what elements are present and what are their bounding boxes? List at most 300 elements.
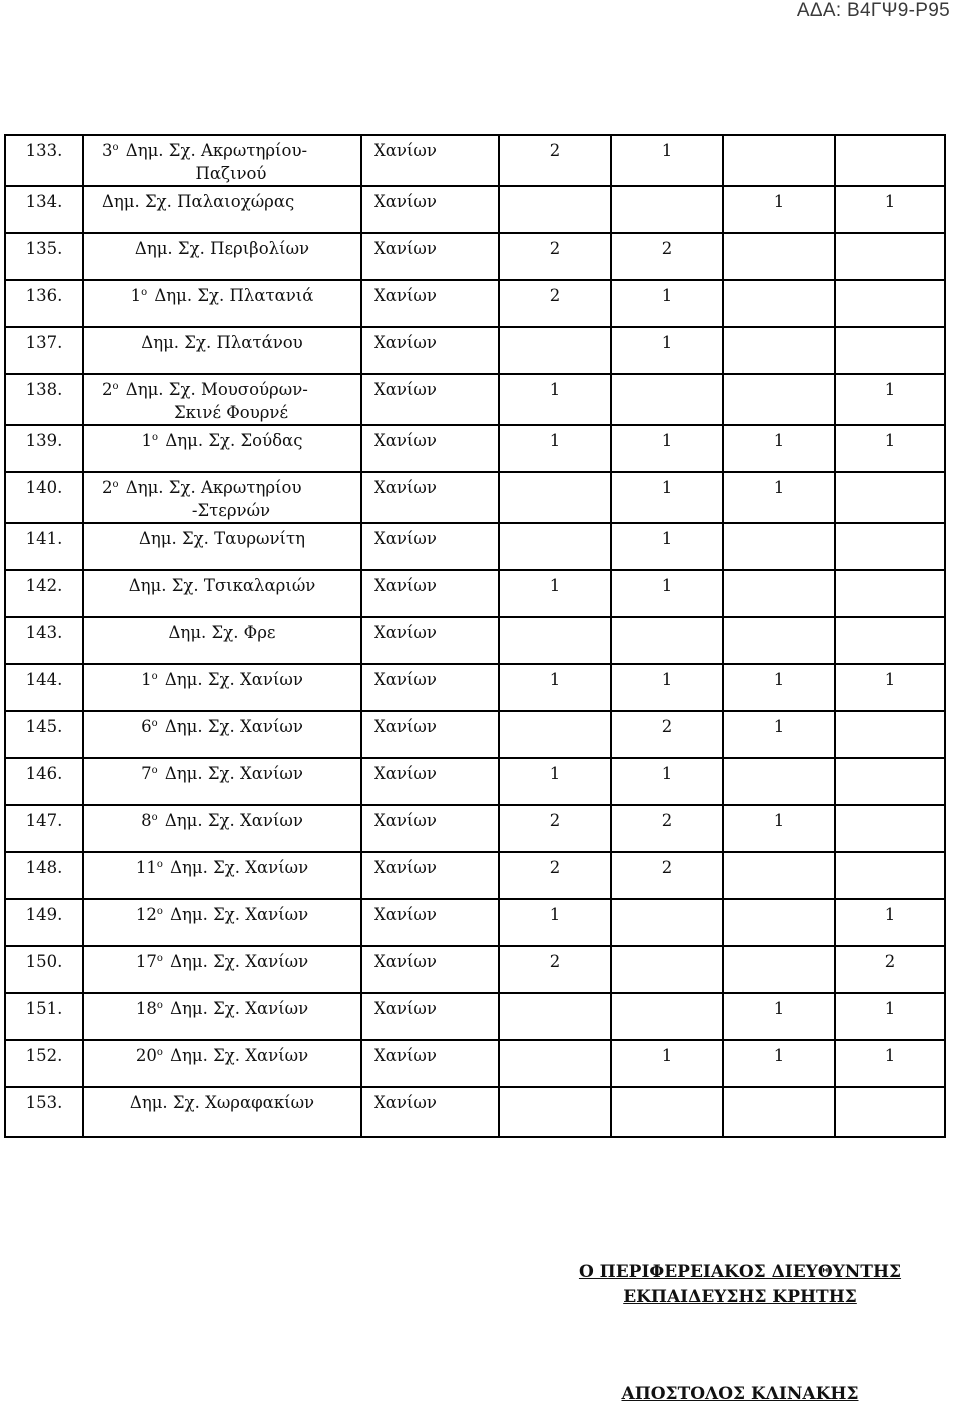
table-row: [5, 233, 945, 280]
ordinal-number: 17: [135, 952, 157, 971]
cell-value-4: [835, 186, 945, 233]
cell-school-name: [83, 472, 361, 523]
school-name: Δημ. Σχ. Ακρωτηρίου-: [125, 141, 308, 160]
cell-school-name: [83, 758, 361, 805]
table-row: [5, 711, 945, 758]
cell-value-4: [835, 472, 945, 523]
cell-value-3: [723, 852, 835, 899]
cell-value-4: [835, 570, 945, 617]
cell-location: [361, 280, 499, 327]
cell-value-1: [499, 805, 611, 852]
cell-school-name: [83, 852, 361, 899]
location: Χανίων: [374, 333, 437, 352]
cell-number: [5, 711, 83, 758]
school-name: Δημ. Σχ. Χανίων: [170, 952, 309, 971]
school-name: Δημ. Σχ. Χανίων: [164, 764, 303, 783]
cell-value-2: [611, 664, 723, 711]
location: Χανίων: [374, 811, 437, 830]
cell-value-2: [611, 1040, 723, 1087]
table-row: [5, 617, 945, 664]
value: 2: [661, 858, 673, 877]
location: Χανίων: [374, 1046, 437, 1065]
value: 1: [549, 764, 561, 783]
cell-location: [361, 946, 499, 993]
cell-number: [5, 664, 83, 711]
schools-table-body: [5, 135, 945, 1137]
location: Χανίων: [374, 905, 437, 924]
cell-location: [361, 1087, 499, 1137]
cell-value-2: [611, 1087, 723, 1137]
cell-school-name: [83, 1087, 361, 1137]
ordinal-number: 8: [141, 811, 152, 830]
value: 1: [549, 670, 561, 689]
location: Χανίων: [374, 623, 437, 642]
cell-value-4: [835, 425, 945, 472]
value: 2: [549, 952, 561, 971]
cell-school-name: [83, 1040, 361, 1087]
value: 1: [661, 478, 673, 497]
cell-value-4: [835, 993, 945, 1040]
value: 1: [773, 999, 785, 1018]
value: 1: [773, 431, 785, 450]
cell-school-name: [83, 946, 361, 993]
cell-school-name: [83, 711, 361, 758]
cell-value-1: [499, 374, 611, 425]
cell-value-4: [835, 233, 945, 280]
cell-value-1: [499, 570, 611, 617]
cell-number: [5, 233, 83, 280]
value: 2: [549, 286, 561, 305]
cell-location: [361, 135, 499, 186]
value: 2: [661, 717, 673, 736]
ada-code: ΑΔΑ: Β4ΓΨ9-Ρ95: [796, 0, 950, 21]
row-number: 140.: [25, 478, 63, 497]
cell-value-4: [835, 374, 945, 425]
cell-value-3: [723, 993, 835, 1040]
cell-value-1: [499, 327, 611, 374]
row-number: 147.: [25, 811, 63, 830]
location: Χανίων: [374, 717, 437, 736]
cell-value-3: [723, 425, 835, 472]
location: Χανίων: [374, 141, 437, 160]
cell-school-name: [83, 570, 361, 617]
value: 1: [661, 286, 673, 305]
ordinal-suffix: ο: [156, 906, 163, 917]
location: Χανίων: [374, 478, 437, 497]
school-name: Δημ. Σχ. Χανίων: [170, 1046, 309, 1065]
cell-number: [5, 570, 83, 617]
school-name: Δημ. Σχ. Φρε: [168, 623, 276, 642]
row-number: 137.: [25, 333, 63, 352]
school-name: Δημ. Σχ. Χανίων: [164, 717, 303, 736]
cell-value-3: [723, 135, 835, 186]
cell-value-2: [611, 523, 723, 570]
value: 1: [661, 576, 673, 595]
value: 2: [549, 239, 561, 258]
cell-value-2: [611, 327, 723, 374]
row-number: 139.: [25, 431, 63, 450]
table-row: [5, 327, 945, 374]
cell-value-3: [723, 472, 835, 523]
cell-value-1: [499, 946, 611, 993]
school-name: Δημ. Σχ. Χανίων: [170, 858, 309, 877]
school-name: Δημ. Σχ. Περιβολίων: [134, 239, 310, 258]
table-row: [5, 374, 945, 425]
cell-location: [361, 993, 499, 1040]
value: 1: [549, 380, 561, 399]
cell-location: [361, 899, 499, 946]
cell-number: [5, 135, 83, 186]
ordinal-number: 1: [130, 286, 142, 305]
ordinal-number: 20: [135, 1046, 157, 1065]
cell-value-1: [499, 523, 611, 570]
cell-number: [5, 523, 83, 570]
value: 1: [773, 811, 785, 830]
value: 2: [549, 858, 561, 877]
cell-value-2: [611, 805, 723, 852]
cell-number: [5, 1040, 83, 1087]
cell-value-4: [835, 135, 945, 186]
cell-value-1: [499, 758, 611, 805]
cell-value-3: [723, 523, 835, 570]
ordinal-number: 11: [135, 858, 157, 877]
table-row: [5, 280, 945, 327]
ordinal-suffix: ο: [112, 479, 119, 490]
value: 1: [884, 905, 896, 924]
school-name: Δημ. Σχ. Τσικαλαριών: [128, 576, 316, 595]
signature-title-line1: Ο ΠΕΡΙΦΕΡΕΙΑΚΟΣ ΔΙΕΥΘΥΝΤΗΣ: [578, 1262, 902, 1282]
school-name-continued: Σκινέ Φουρνέ: [173, 403, 289, 422]
cell-value-3: [723, 664, 835, 711]
value: 1: [884, 1046, 896, 1065]
cell-location: [361, 852, 499, 899]
table-row: [5, 135, 945, 186]
row-number: 142.: [25, 576, 63, 595]
location: Χανίων: [374, 999, 437, 1018]
cell-value-1: [499, 617, 611, 664]
ordinal-number: 12: [135, 905, 157, 924]
cell-location: [361, 472, 499, 523]
schools-table: [4, 134, 946, 1138]
cell-school-name: [83, 523, 361, 570]
cell-value-1: [499, 1087, 611, 1137]
row-number: 150.: [25, 952, 63, 971]
cell-value-3: [723, 617, 835, 664]
ordinal-number: 1: [141, 670, 152, 689]
value: 1: [884, 670, 896, 689]
row-number: 135.: [25, 239, 63, 258]
cell-location: [361, 805, 499, 852]
location: Χανίων: [374, 952, 437, 971]
cell-value-2: [611, 233, 723, 280]
cell-school-name: [83, 425, 361, 472]
value: 1: [773, 1046, 785, 1065]
school-name-continued: -Στερνών: [191, 501, 271, 520]
school-name: Δημ. Σχ. Χανίων: [164, 811, 303, 830]
cell-value-2: [611, 946, 723, 993]
cell-value-1: [499, 664, 611, 711]
cell-number: [5, 617, 83, 664]
cell-number: [5, 425, 83, 472]
cell-value-3: [723, 758, 835, 805]
cell-school-name: [83, 135, 361, 186]
cell-value-1: [499, 852, 611, 899]
cell-value-1: [499, 425, 611, 472]
cell-value-3: [723, 374, 835, 425]
cell-value-2: [611, 758, 723, 805]
cell-value-1: [499, 472, 611, 523]
cell-value-3: [723, 1040, 835, 1087]
school-name: Δημ. Σχ. Χωραφακίων: [129, 1093, 315, 1112]
cell-value-2: [611, 993, 723, 1040]
cell-number: [5, 758, 83, 805]
location: Χανίων: [374, 380, 437, 399]
cell-school-name: [83, 186, 361, 233]
school-name: Δημ. Σχ. Χανίων: [164, 670, 303, 689]
value: 1: [661, 141, 673, 160]
cell-value-4: [835, 664, 945, 711]
cell-number: [5, 186, 83, 233]
value: 1: [884, 192, 896, 211]
value: 1: [661, 670, 673, 689]
table-row: [5, 570, 945, 617]
row-number: 153.: [25, 1093, 63, 1112]
ordinal-suffix: ο: [141, 287, 148, 298]
value: 1: [884, 380, 896, 399]
ordinal-number: 2: [102, 380, 113, 399]
cell-value-1: [499, 186, 611, 233]
cell-location: [361, 186, 499, 233]
school-name: Δημ. Σχ. Μουσούρων-: [125, 380, 308, 399]
ordinal-suffix: ο: [152, 432, 159, 443]
cell-location: [361, 570, 499, 617]
row-number: 134.: [25, 192, 63, 211]
cell-value-4: [835, 280, 945, 327]
cell-value-2: [611, 425, 723, 472]
ordinal-number: 1: [141, 431, 153, 450]
cell-number: [5, 280, 83, 327]
cell-number: [5, 899, 83, 946]
table-row: [5, 1040, 945, 1087]
value: 1: [773, 478, 785, 497]
school-name: Δημ. Σχ. Ταυρωνίτη: [138, 529, 305, 548]
cell-value-3: [723, 1087, 835, 1137]
cell-number: [5, 472, 83, 523]
ordinal-suffix: ο: [156, 953, 163, 964]
cell-value-1: [499, 899, 611, 946]
value: 2: [661, 811, 673, 830]
table-row: [5, 523, 945, 570]
cell-value-2: [611, 374, 723, 425]
location: Χανίων: [374, 576, 437, 595]
location: Χανίων: [374, 1093, 437, 1112]
cell-number: [5, 993, 83, 1040]
value: 2: [549, 141, 561, 160]
row-number: 152.: [25, 1046, 63, 1065]
cell-value-3: [723, 186, 835, 233]
row-number: 143.: [25, 623, 63, 642]
table-row: [5, 993, 945, 1040]
row-number: 141.: [25, 529, 63, 548]
ordinal-number: 2: [102, 478, 113, 497]
ordinal-suffix: ο: [151, 671, 158, 682]
cell-number: [5, 327, 83, 374]
value: 1: [661, 431, 673, 450]
cell-location: [361, 617, 499, 664]
cell-location: [361, 327, 499, 374]
cell-location: [361, 374, 499, 425]
value: 1: [661, 333, 673, 352]
row-number: 145.: [25, 717, 63, 736]
ordinal-suffix: ο: [151, 718, 158, 729]
cell-value-4: [835, 852, 945, 899]
school-name: Δημ. Σχ. Ακρωτηρίου: [125, 478, 302, 497]
cell-value-3: [723, 327, 835, 374]
cell-school-name: [83, 664, 361, 711]
cell-value-3: [723, 570, 835, 617]
ordinal-suffix: ο: [156, 859, 163, 870]
value: 1: [549, 431, 561, 450]
cell-location: [361, 233, 499, 280]
cell-number: [5, 946, 83, 993]
value: 1: [661, 764, 673, 783]
cell-value-2: [611, 711, 723, 758]
row-number: 148.: [25, 858, 63, 877]
row-number: 151.: [25, 999, 63, 1018]
cell-number: [5, 805, 83, 852]
table-row: [5, 805, 945, 852]
value: 1: [661, 529, 673, 548]
cell-value-3: [723, 233, 835, 280]
cell-value-2: [611, 899, 723, 946]
table-row: [5, 1087, 945, 1137]
cell-value-2: [611, 852, 723, 899]
cell-school-name: [83, 805, 361, 852]
school-name: Δημ. Σχ. Χανίων: [170, 999, 309, 1018]
ordinal-number: 6: [141, 717, 152, 736]
table-row: [5, 425, 945, 472]
cell-location: [361, 523, 499, 570]
cell-value-3: [723, 280, 835, 327]
cell-school-name: [83, 327, 361, 374]
location: Χανίων: [374, 286, 437, 305]
ordinal-suffix: ο: [151, 812, 158, 823]
school-name-continued: Παζινού: [195, 164, 267, 183]
school-name: Δημ. Σχ. Χανίων: [170, 905, 309, 924]
location: Χανίων: [374, 431, 437, 450]
location: Χανίων: [374, 670, 437, 689]
school-name: Δημ. Σχ. Σούδας: [165, 431, 303, 450]
location: Χανίων: [374, 529, 437, 548]
cell-value-4: [835, 758, 945, 805]
cell-number: [5, 1087, 83, 1137]
table-row: [5, 472, 945, 523]
signature-title-line2: ΕΚΠΑΙΔΕΥΣΗΣ ΚΡΗΤΗΣ: [623, 1287, 857, 1307]
cell-number: [5, 374, 83, 425]
cell-value-4: [835, 711, 945, 758]
cell-school-name: [83, 374, 361, 425]
cell-value-2: [611, 570, 723, 617]
table-row: [5, 186, 945, 233]
value: 1: [884, 999, 896, 1018]
location: Χανίων: [374, 239, 437, 258]
school-name: Δημ. Σχ. Πλατάνου: [141, 333, 303, 352]
row-number: 144.: [25, 670, 63, 689]
table-row: [5, 664, 945, 711]
location: Χανίων: [374, 858, 437, 877]
value: 2: [549, 811, 561, 830]
cell-value-4: [835, 899, 945, 946]
cell-value-2: [611, 280, 723, 327]
cell-value-4: [835, 523, 945, 570]
value: 1: [773, 192, 785, 211]
cell-value-2: [611, 135, 723, 186]
cell-value-1: [499, 993, 611, 1040]
cell-location: [361, 664, 499, 711]
school-name: Δημ. Σχ. Παλαιοχώρας: [102, 192, 295, 211]
cell-number: [5, 852, 83, 899]
cell-school-name: [83, 617, 361, 664]
ordinal-suffix: ο: [112, 381, 119, 392]
ordinal-suffix: ο: [156, 1047, 163, 1058]
cell-value-2: [611, 617, 723, 664]
ordinal-suffix: ο: [112, 142, 119, 153]
cell-location: [361, 425, 499, 472]
cell-value-4: [835, 805, 945, 852]
value: 2: [884, 952, 896, 971]
cell-location: [361, 711, 499, 758]
value: 1: [549, 576, 561, 595]
table-row: [5, 899, 945, 946]
row-number: 138.: [25, 380, 63, 399]
cell-value-2: [611, 186, 723, 233]
cell-value-3: [723, 899, 835, 946]
cell-value-1: [499, 233, 611, 280]
value: 1: [773, 717, 785, 736]
value: 1: [549, 905, 561, 924]
value: 1: [884, 431, 896, 450]
cell-location: [361, 1040, 499, 1087]
value: 1: [773, 670, 785, 689]
cell-value-3: [723, 805, 835, 852]
location: Χανίων: [374, 192, 437, 211]
cell-value-3: [723, 946, 835, 993]
school-name: Δημ. Σχ. Πλατανιά: [154, 286, 314, 305]
cell-value-4: [835, 327, 945, 374]
cell-value-4: [835, 1087, 945, 1137]
location: Χανίων: [374, 764, 437, 783]
ordinal-number: 18: [135, 999, 157, 1018]
cell-value-4: [835, 946, 945, 993]
ordinal-suffix: ο: [156, 1000, 163, 1011]
cell-school-name: [83, 233, 361, 280]
row-number: 133.: [25, 141, 63, 160]
cell-value-2: [611, 472, 723, 523]
cell-value-1: [499, 135, 611, 186]
table-row: [5, 946, 945, 993]
table-row: [5, 758, 945, 805]
row-number: 146.: [25, 764, 63, 783]
ordinal-number: 3: [102, 141, 113, 160]
cell-value-3: [723, 711, 835, 758]
cell-value-4: [835, 617, 945, 664]
cell-school-name: [83, 899, 361, 946]
ordinal-suffix: ο: [151, 765, 158, 776]
signature-name: ΑΠΟΣΤΟΛΟΣ ΚΛΙΝΑΚΗΣ: [621, 1384, 859, 1404]
ordinal-number: 7: [141, 764, 152, 783]
table-row: [5, 852, 945, 899]
cell-value-1: [499, 280, 611, 327]
